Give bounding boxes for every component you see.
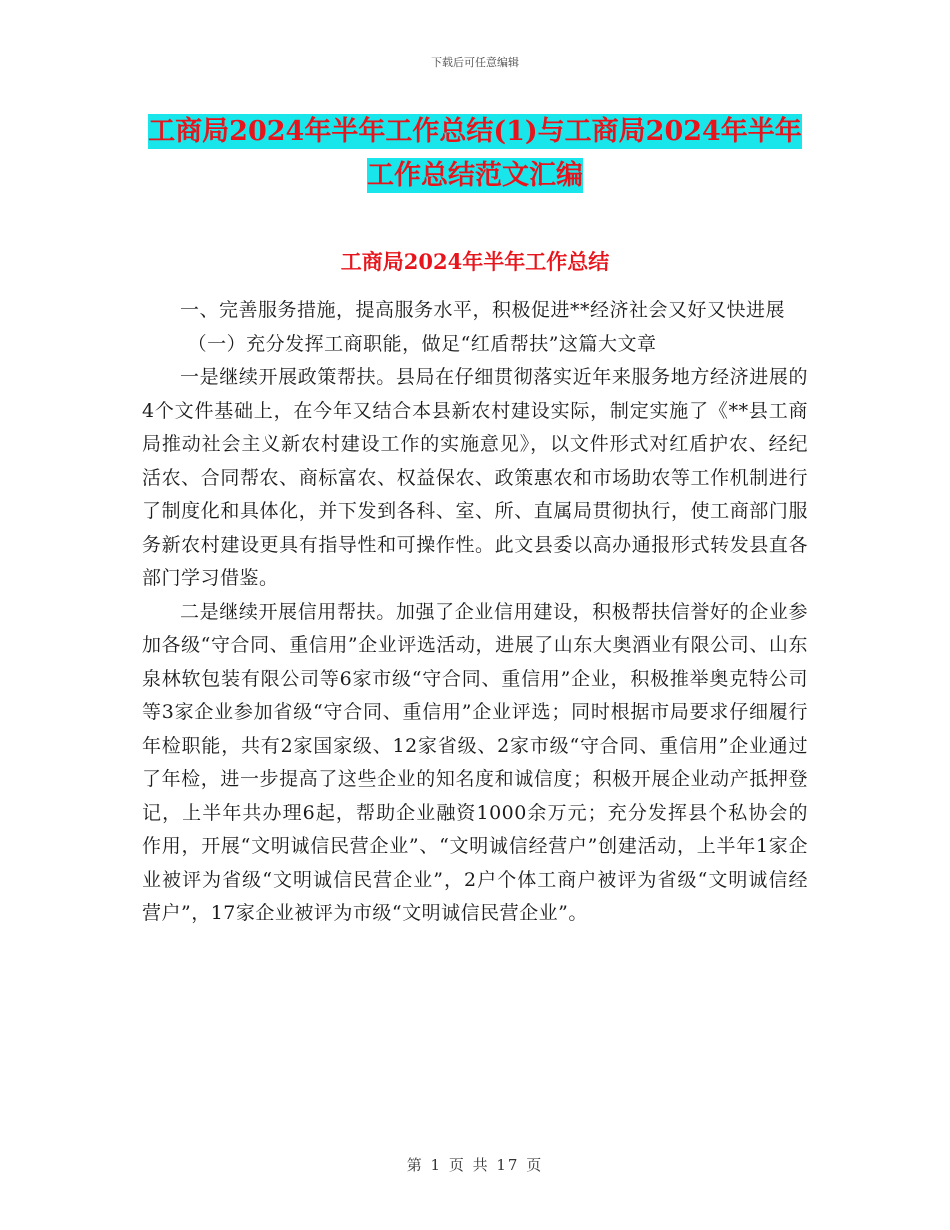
document-title-line-2: 工作总结范文汇编 <box>367 160 583 191</box>
document-title <box>140 110 810 198</box>
paragraph: 一、完善服务措施，提高服务水平，积极促进**经济社会又好又快进展 <box>180 299 786 321</box>
paragraph: 二是继续开展信用帮扶。加强了企业信用建设，积极帮扶信誉好的企业参加各级“守合同、重信用”企业评选活动，进展了山东大奥酒业有限公司、山东泉林软包装有限公司等6家市级“守合同、重信用”企业，积极推举奥克特公司等3家企业参加省级“守合同、重信用”企业评选；同时根据市局要求仔细履行年检职能，共有2家国家级、12家省级、2家市级“守合同、重信用”企业通过了年检，进一步提高了这些企业的知名度和诚信度；积极开展企业动产抵押登记，上半年共办理6起，帮助企业融资1000余万元；充分发挥县个私协会的作用，开展“文明诚信民营企业”、“文明诚信经营户”创建活动，上半年1家企业被评为省级“文明诚信民营企业”，2户个体工商户被评为省级“文明诚信经营户”，17家企业被评为市级“文明诚信民营企业”。 <box>142 600 808 924</box>
header-note: 下载后可任意编辑 <box>431 56 519 69</box>
section-title: 工商局2024年半年工作总结 <box>340 249 610 274</box>
paragraph: 一是继续开展政策帮扶。县局在仔细贯彻落实近年来服务地方经济进展的4个文件基础上，在今年又结合本县新农村建设实际，制定实施了《**县工商局推动社会主义新农村建设工作的实施意见》，以文件形式对红盾护农、经纪活农、合同帮农、商标富农、权益保农、政策惠农和市场助农等工作机制进行了制度化和具体化，并下发到各科、室、所、直属局贯彻执行，使工商部门服务新农村建设更具有指导性和可操作性。此文县委以高办通报形式转发县直各部门学习借鉴。 <box>142 366 808 589</box>
page-footer: 第 1 页 共 17 页 <box>406 1156 544 1174</box>
paragraph: （一）充分发挥工商职能，做足“红盾帮扶”这篇大文章 <box>187 332 657 355</box>
body-text <box>142 294 808 931</box>
document-title-line-1: 工商局2024年半年工作总结(1)与工商局2024年半年 <box>148 116 802 147</box>
